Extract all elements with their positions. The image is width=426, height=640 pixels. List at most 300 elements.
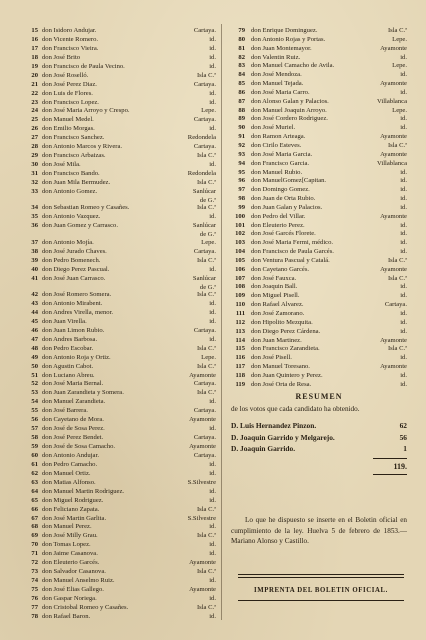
publication-note: Lo que he dispuesto se inserte en el Boletin oficial en cumplimiento de la ley. Huelva 5 de febrero de 1853.—Mariano Alonso y Castillo. — [231, 516, 407, 545]
voter-town: id. — [400, 53, 407, 61]
voter-number: 37 — [31, 238, 38, 246]
voter-town: id. — [209, 496, 216, 504]
voter-town: Isla C.ª — [196, 568, 216, 576]
voter-number: 42 — [31, 291, 38, 299]
voter-number: 96 — [238, 177, 245, 185]
resumen-title: RESUMEN — [295, 392, 343, 401]
list-item — [24, 613, 216, 622]
resumen-row — [231, 420, 407, 432]
voter-town: Cartaya. — [193, 434, 216, 442]
voter-number: 46 — [31, 326, 38, 334]
list-item — [231, 160, 407, 169]
voter-number: 119 — [235, 380, 245, 388]
voter-town: id. — [400, 318, 407, 326]
list-item — [24, 107, 216, 116]
voter-name: don Francisco Bando. — [42, 170, 100, 177]
voter-town: Ayamonte — [189, 371, 216, 379]
voter-town: Isla C.ª — [196, 204, 216, 212]
voter-number: 108 — [235, 283, 245, 291]
voter-number: 51 — [31, 371, 38, 379]
voter-number: 21 — [31, 80, 38, 88]
voter-name: don Andres Virella, menor. — [42, 308, 114, 316]
voter-name: don Pedro Camacho. — [42, 460, 98, 468]
voter-town: Isla C.ª — [196, 362, 216, 370]
voter-name: don José Fauxca. — [251, 274, 297, 282]
list-item — [24, 443, 216, 452]
list-item — [24, 336, 216, 345]
list-item — [24, 179, 216, 188]
voter-town: Isla C.ª — [196, 256, 216, 264]
voter-number: 41 — [31, 274, 38, 282]
voter-town: Redondela — [187, 170, 216, 177]
candidate-name: D. Joaquin Garrido y Melgarejo. — [231, 432, 335, 442]
list-item — [24, 275, 216, 284]
voter-name: don Ventura Pascual y Catalá. — [251, 256, 330, 264]
voter-name: don Salvador Casanova. — [42, 568, 106, 576]
voter-town: de G.ª — [199, 283, 216, 291]
voter-number: 20 — [31, 71, 38, 79]
voter-number: 103 — [235, 239, 245, 247]
list-item — [24, 541, 216, 550]
voter-number: 73 — [31, 568, 38, 576]
voter-town: id. — [209, 89, 216, 97]
voter-number: 18 — [31, 53, 38, 61]
list-item — [231, 89, 407, 98]
voter-name: don Pedro del Villar. — [251, 212, 306, 220]
voter-name: don Miguel Rodriguez. — [42, 496, 104, 504]
voter-number: 39 — [31, 256, 38, 264]
voter-number: 38 — [31, 247, 38, 255]
voter-number: 25 — [31, 116, 38, 124]
voter-town: id. — [209, 594, 216, 602]
voter-name: don Juan Virella. — [42, 317, 87, 325]
voter-town: id. — [209, 125, 216, 133]
list-item — [231, 133, 407, 142]
voter-name: don Sebastian Romeo y Casañes. — [42, 204, 130, 212]
voter-number: 116 — [235, 354, 245, 362]
voter-town: S.Silvestre — [187, 478, 216, 486]
voter-town: Lepe. — [201, 238, 216, 246]
voter-number: 76 — [31, 594, 38, 602]
voter-town: Cartaya. — [193, 326, 216, 334]
voter-town: Ayamonte — [380, 265, 407, 273]
resumen-subtitle: de los votos que cada candidato ha obtenido. — [231, 405, 360, 413]
list-item — [231, 310, 407, 319]
voter-town: id. — [209, 550, 216, 558]
list-item — [231, 372, 407, 381]
voter-number: 54 — [31, 398, 38, 406]
list-item — [24, 239, 216, 248]
voter-number: 109 — [235, 292, 245, 300]
voter-name: don José de Sosa Perez. — [42, 425, 105, 433]
voter-number: 22 — [31, 89, 38, 97]
voter-name: don Alonso Galan y Palacios. — [251, 97, 329, 105]
list-item — [231, 222, 407, 231]
voter-town: id. — [400, 203, 407, 211]
voter-town: Isla C.ª — [196, 178, 216, 186]
list-item-continuation — [24, 197, 216, 205]
voter-name: don José Juan Carrasco. — [42, 274, 106, 282]
voter-name: don José Martin Garlita. — [42, 514, 107, 522]
list-item-continuation — [24, 284, 216, 292]
voter-number: 61 — [31, 460, 38, 468]
voter-town: id. — [400, 380, 407, 388]
voter-number: 53 — [31, 389, 38, 397]
voter-town: id. — [209, 612, 216, 620]
voter-list-right — [231, 27, 407, 390]
list-item — [231, 54, 407, 63]
voter-name: don Enrique Dominguez. — [251, 27, 318, 34]
voter-number: 63 — [31, 478, 38, 486]
voter-name: don Antonio Gomez. — [42, 187, 98, 195]
list-item — [24, 586, 216, 595]
list-item — [24, 125, 216, 134]
voter-number: 49 — [31, 353, 38, 361]
voter-number: 115 — [235, 345, 245, 353]
voter-number: 111 — [235, 310, 245, 317]
voter-name: don José Barrera. — [42, 407, 88, 415]
voter-number: 110 — [235, 301, 245, 309]
list-item — [24, 116, 216, 125]
voter-number: 99 — [238, 203, 245, 211]
voter-number: 27 — [31, 134, 38, 142]
list-item — [231, 177, 407, 186]
voter-number: 55 — [31, 407, 38, 415]
voter-town: id. — [209, 487, 216, 495]
voter-town: Isla C.ª — [387, 274, 407, 282]
voter-number: 28 — [31, 143, 38, 151]
voter-town: de G.ª — [199, 231, 216, 239]
voter-name: don Juan Quintero y Perez. — [251, 371, 323, 379]
list-item — [24, 143, 216, 152]
voter-name: don Cayetano de Mora. — [42, 416, 104, 424]
voter-number: 64 — [31, 487, 38, 495]
voter-name: don José de Sosa Camacho. — [42, 443, 116, 451]
voter-number: 17 — [31, 44, 38, 52]
voter-town: Isla C.ª — [196, 505, 216, 513]
voter-name: don Rafael Baron. — [42, 612, 91, 620]
voter-town: id. — [400, 371, 407, 379]
voter-name: don José Milly Grau. — [42, 532, 98, 540]
voter-name: don Hipolito Mezquita. — [251, 318, 313, 326]
voter-number: 102 — [235, 230, 245, 238]
voter-number: 33 — [31, 187, 38, 195]
list-item — [231, 80, 407, 89]
list-item — [231, 62, 407, 71]
voter-town: Cartaya. — [193, 247, 216, 255]
voter-number: 36 — [31, 222, 38, 230]
voter-town: id. — [209, 541, 216, 549]
voter-town: Cartaya. — [193, 451, 216, 459]
list-item — [24, 470, 216, 479]
voter-name: don Pedro Bomenech. — [42, 256, 101, 264]
list-item — [24, 300, 216, 309]
voter-name: don José Cordero Rodriguez. — [251, 115, 328, 123]
list-item — [24, 27, 216, 36]
voter-town: Redondela — [187, 134, 216, 142]
resumen-total-block — [231, 455, 407, 477]
voter-town: Sanlúcar — [192, 274, 216, 282]
voter-town: id. — [400, 221, 407, 229]
voter-list-left — [24, 27, 216, 622]
list-item — [231, 71, 407, 80]
voter-number: 57 — [31, 425, 38, 433]
voter-number: 78 — [31, 612, 38, 620]
voter-name: don José Zamorano. — [251, 310, 305, 317]
voter-number: 68 — [31, 523, 38, 531]
list-item — [231, 345, 407, 354]
voter-town: id. — [209, 577, 216, 585]
voter-town: Isla C.ª — [196, 532, 216, 540]
voter-number: 113 — [235, 327, 245, 335]
voter-town: id. — [400, 248, 407, 256]
voter-town: S.Silvestre — [187, 514, 216, 522]
list-item — [231, 151, 407, 160]
list-item — [24, 497, 216, 506]
voter-name: don Francisco Zarandieta. — [251, 345, 320, 353]
voter-number: 60 — [31, 451, 38, 459]
voter-town: id. — [400, 115, 407, 123]
list-item — [24, 266, 216, 275]
voter-town: de G.ª — [199, 196, 216, 204]
list-item — [231, 230, 407, 239]
voter-town: id. — [209, 469, 216, 477]
voter-number: 56 — [31, 416, 38, 424]
voter-town: Ayamonte — [189, 443, 216, 451]
voter-number: 15 — [31, 27, 38, 34]
voter-town: id. — [400, 124, 407, 132]
list-item — [24, 72, 216, 81]
voter-town: id. — [400, 195, 407, 203]
list-item — [24, 170, 216, 179]
voter-number: 79 — [238, 27, 245, 34]
voter-name: don Valentin Ruiz. — [251, 53, 301, 61]
voter-name: don José Perez Diaz. — [42, 80, 97, 88]
voter-town: id. — [400, 327, 407, 335]
voter-town: id. — [400, 230, 407, 238]
voter-number: 24 — [31, 107, 38, 115]
voter-number: 40 — [31, 265, 38, 273]
imprenta-credit: IMPRENTA DEL BOLETIN OFICIAL. — [254, 587, 388, 594]
voter-name: don Antonio Marcos y Rivera. — [42, 143, 123, 151]
voter-name: don José Romero Somera. — [42, 291, 112, 299]
voter-town: id. — [209, 300, 216, 308]
list-item — [24, 577, 216, 586]
voter-name: don Gaspar Noriega. — [42, 594, 97, 602]
voter-number: 97 — [238, 186, 245, 194]
voter-town: id. — [400, 186, 407, 194]
list-item — [24, 559, 216, 568]
list-item — [24, 523, 216, 532]
voter-name: don Manuel Perez. — [42, 523, 92, 531]
voter-number: 91 — [238, 133, 245, 141]
voter-town: id. — [209, 44, 216, 52]
list-item — [231, 142, 407, 151]
voter-number: 104 — [235, 248, 245, 256]
voter-number: 75 — [31, 586, 38, 594]
resumen-total-underline — [373, 474, 407, 475]
voter-name: don Manuel Medel. — [42, 116, 94, 124]
list-item — [24, 461, 216, 470]
voter-town: id. — [400, 177, 407, 185]
list-item — [24, 532, 216, 541]
list-item — [24, 54, 216, 63]
voter-number: 45 — [31, 317, 38, 325]
voter-town: Ayamonte — [380, 80, 407, 88]
voter-town: Cartaya. — [193, 80, 216, 88]
voter-name: don Vicente Romero. — [42, 35, 99, 43]
voter-name: don Francisco Lopez. — [42, 98, 99, 106]
list-item — [231, 275, 407, 284]
list-item — [24, 309, 216, 318]
list-item — [231, 328, 407, 337]
voter-number: 118 — [235, 371, 245, 379]
list-item — [24, 90, 216, 99]
voter-town: Ayamonte — [189, 586, 216, 594]
candidate-name: D. Joaquin Garrido. — [231, 444, 296, 453]
voter-name: don Francisco Vieira. — [42, 44, 99, 52]
voter-number: 81 — [238, 44, 245, 52]
voter-name: don Antonio Roja y Ortiz. — [42, 353, 111, 361]
voter-number: 26 — [31, 125, 38, 133]
list-item — [24, 568, 216, 577]
candidate-name: D. Luis Hernandez Pinzon. — [231, 421, 317, 430]
voter-name: don Manuel Anselmo Ruiz. — [42, 577, 115, 585]
voter-town: Sanlúcar — [192, 222, 216, 230]
voter-town: id. — [209, 523, 216, 531]
candidate-votes: 62 — [399, 421, 407, 430]
voter-name: don Joaquin Ball. — [251, 283, 298, 291]
list-item — [231, 115, 407, 124]
voter-town: id. — [209, 213, 216, 221]
voter-name: don Francisco Arbaizas. — [42, 152, 106, 160]
voter-town: Isla C.ª — [196, 152, 216, 160]
list-item — [24, 479, 216, 488]
voter-town: id. — [209, 317, 216, 325]
voter-town: id. — [209, 35, 216, 43]
voter-number: 100 — [235, 212, 245, 220]
list-item — [231, 27, 407, 36]
list-item — [24, 45, 216, 54]
voter-name: don José Jurado Chaves. — [42, 247, 107, 255]
voter-name: don José Muriel. — [251, 124, 296, 132]
voter-number: 69 — [31, 532, 38, 540]
voter-name: don Luis de Flores. — [42, 89, 93, 97]
resumen-row — [231, 432, 407, 444]
voter-number: 94 — [238, 159, 245, 167]
voter-number: 72 — [31, 559, 38, 567]
voter-name: don Diego Perez Pascual. — [42, 265, 110, 273]
voter-number: 66 — [31, 505, 38, 513]
voter-town: id. — [209, 161, 216, 169]
voter-name: don Manuel Rubio. — [251, 168, 303, 176]
voter-town: Villablanca — [377, 97, 407, 105]
list-item — [24, 416, 216, 425]
voter-number: 80 — [238, 35, 245, 43]
list-item — [24, 372, 216, 381]
voter-number: 92 — [238, 141, 245, 149]
list-item — [24, 407, 216, 416]
voter-number: 93 — [238, 150, 245, 158]
list-item — [24, 291, 216, 300]
voter-town: Cartaya. — [193, 380, 216, 388]
voter-number: 87 — [238, 97, 245, 105]
list-item — [24, 327, 216, 336]
voter-number: 112 — [235, 318, 245, 326]
voter-number: 32 — [31, 178, 38, 186]
voter-town: Cartaya. — [193, 143, 216, 151]
voter-town: Ayamonte — [380, 133, 407, 141]
voter-town: id. — [400, 292, 407, 300]
voter-number: 101 — [235, 221, 245, 229]
voter-name: don Domingo Gomez. — [251, 186, 310, 194]
voter-town: id. — [209, 425, 216, 433]
list-item — [24, 354, 216, 363]
voter-name: don Cristobal Romeo y Casañes. — [42, 603, 129, 611]
list-item — [24, 506, 216, 515]
voter-town: Ayamonte — [380, 44, 407, 52]
voter-town: id. — [209, 98, 216, 106]
voter-town: Ayamonte — [380, 363, 407, 371]
voter-number: 34 — [31, 204, 38, 212]
voter-number: 85 — [238, 80, 245, 88]
voter-number: 31 — [31, 170, 38, 177]
voter-name: don Isidoro Andujar. — [42, 27, 97, 34]
voter-town: Isla C.ª — [387, 27, 407, 34]
voter-name: don Francisco de Paula Vecino. — [42, 62, 125, 70]
list-item — [231, 213, 407, 222]
voter-town: Lepe. — [392, 62, 407, 70]
voter-number: 95 — [238, 168, 245, 176]
voter-name: don Manuel Toresano. — [251, 363, 310, 371]
list-item — [231, 239, 407, 248]
voter-name: don Cayetano Garcés. — [251, 265, 310, 273]
voter-town: Isla C.ª — [196, 344, 216, 352]
list-item — [231, 204, 407, 213]
voter-town: Cartaya. — [193, 27, 216, 34]
list-item — [231, 266, 407, 275]
voter-town: Lepe. — [201, 353, 216, 361]
list-item — [231, 337, 407, 346]
voter-number: 114 — [235, 336, 245, 344]
voter-name: don Manuel Ortiz. — [42, 469, 91, 477]
list-item — [24, 452, 216, 461]
voter-name: don Miguel Pisell. — [251, 292, 300, 300]
voter-town: id. — [209, 398, 216, 406]
list-item — [24, 99, 216, 108]
voter-town: Ayamonte — [189, 559, 216, 567]
voter-name: don Juan Montemayor. — [251, 44, 312, 52]
voter-name: don Agustin Cabot. — [42, 362, 94, 370]
list-item — [231, 186, 407, 195]
list-item — [24, 222, 216, 231]
footer-rule-top-2 — [238, 577, 404, 578]
voter-number: 89 — [238, 115, 245, 123]
voter-name: don Emilio Morgas. — [42, 125, 95, 133]
voter-number: 16 — [31, 35, 38, 43]
voter-name: don Andres Barbosa. — [42, 335, 98, 343]
voter-town: id. — [209, 53, 216, 61]
list-item — [24, 204, 216, 213]
voter-name: don Cirilo Esteves. — [251, 141, 302, 149]
resumen-row — [231, 443, 407, 455]
voter-town: Ayamonte — [380, 212, 407, 220]
voter-number: 98 — [238, 195, 245, 203]
list-item — [231, 301, 407, 310]
voter-name: don Rafael Alvarez. — [251, 301, 304, 309]
voter-town: Lepe. — [201, 107, 216, 115]
list-item — [24, 152, 216, 161]
